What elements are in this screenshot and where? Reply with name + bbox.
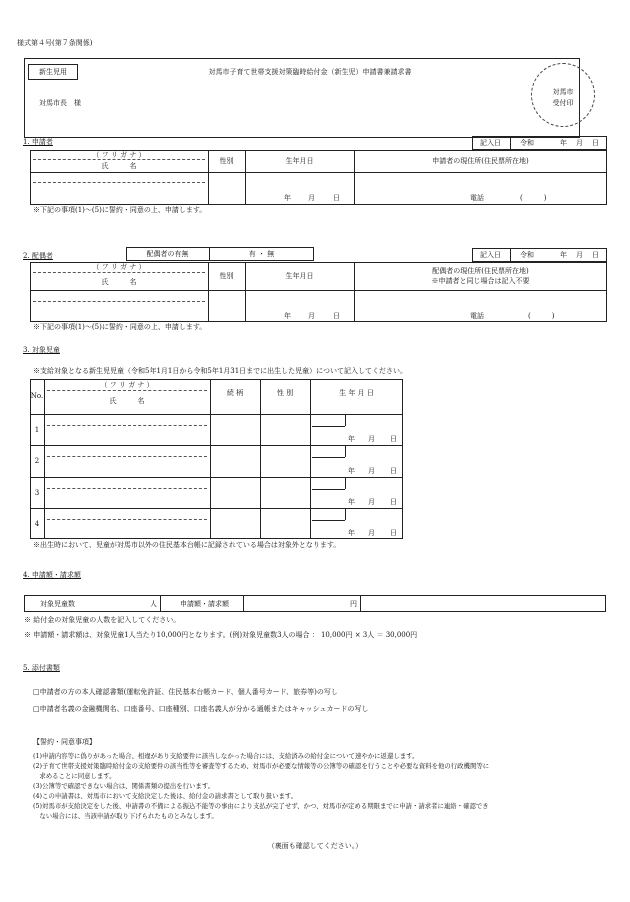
amount-note2: ※ 申請額・請求額は、対象児童1人当たり10,000円となります。(例)対象児童数3人の場合 ： 10,000円 × 3人 ＝ 30,000円 [24,631,418,639]
spouse-phone-label: 電話 [470,312,484,320]
stamp-line1: 対馬市 [552,88,574,96]
newborn-label: 新生児用 [39,68,67,76]
pledge-line4: (4)この申請書は、対馬市において支給決定した後は、給付金の請求書として取り扱います。 [33,792,298,800]
child-row-no: 1 [34,426,40,434]
spouse-phone-parens: ( ) [528,312,555,320]
child-birth-month: 月 [368,529,375,537]
pledge-line2b: 求めることに同意します。 [33,772,116,780]
applicant-birth-year: 年 [284,194,291,202]
child-birth-year: 年 [348,529,355,537]
spouse-furigana-header: （ フ リ ガ ナ ） [92,263,146,271]
children-col-gender: 性 別 [276,389,294,397]
addressee: 対馬市長 様 [39,99,81,107]
amount-amount-label: 申請額・請求額 [180,600,229,608]
children-col-name: 氏 名 [109,397,145,405]
child-row-no: 4 [34,520,40,528]
child-birth-day: 日 [390,467,397,475]
section-spouse: 2. 配偶者 [23,252,53,260]
spouse-entry-day: 日 [592,251,599,259]
entry-day: 日 [592,139,599,147]
child-birth-year: 年 [348,435,355,443]
spouse-entry-month: 月 [576,251,583,259]
amount-note1: ※ 給付金の対象児童の人数を記入してください。 [24,616,181,624]
child-birth-day: 日 [390,529,397,537]
applicant-birth-month: 月 [308,194,315,202]
pledge-line2a: (2)子育て世帯支援対策臨時給付金の支給要件の該当性等を審査等するため、対馬市が必要な情報等の公簿等の確認を行うことや必要な資料を他の行政機関等に [33,762,490,770]
child-birth-day: 日 [390,498,397,506]
applicant-birth-day: 日 [333,194,340,202]
attachment-item2: □申請者名義の金融機関名、口座番号、口座種別、口座名義人が分かる通帳またはキャッシュカードの写し [33,705,369,713]
applicant-phone-label: 電話 [470,194,484,202]
entry-month: 月 [576,139,583,147]
section-attachments: 5. 添付書類 [23,664,60,672]
section-amount: 4. 申請額・請求額 [23,571,81,579]
children-col-no: No. [30,392,44,400]
spouse-consent-note: ※下記の事項(1)～(5)に誓約・同意の上、申請します。 [33,323,207,331]
spouse-name-header: 氏 名 [101,278,137,286]
spouse-birth-month: 月 [308,312,315,320]
pledge-title: 【誓約・同意事項】 [33,738,96,746]
stamp-line2: 受付印 [552,99,574,107]
spouse-entry-date-label: 記入日 [480,251,501,259]
amount-table [24,595,606,612]
amount-count-unit: 人 [150,600,157,608]
spouse-birth-year: 年 [284,312,291,320]
spouse-has-value: 有 ・ 無 [248,250,275,258]
children-col-birth: 生 年 月 日 [339,389,374,397]
spouse-entry-era: 令和 [520,251,534,259]
pledge-line3: (3)公簿等で確認できない場合は、関係書類の提出を行います。 [33,782,215,790]
child-row-no: 3 [34,489,40,497]
applicant-phone-parens: ( ) [520,194,547,202]
section-children: 3. 対象児童 [23,346,60,354]
entry-date-label: 記入日 [480,139,501,147]
children-footnote: ※出生時において、児童が対馬市以外の住民基本台帳に記録されている場合は対象外となります。 [33,541,341,549]
applicant-birth-header: 生年月日 [285,157,314,165]
spouse-address-sub: ※申請者と同じ場合は記入不要 [431,277,530,285]
child-birth-year: 年 [348,498,355,506]
footer-note: （裏面も確認してください。） [267,842,363,850]
pledge-line5b: ない場合には、当該申請が取り下げられたものとみなします。 [33,812,218,820]
child-birth-month: 月 [368,498,375,506]
child-birth-year: 年 [348,467,355,475]
children-intro: ※支給対象となる新生児児童（令和5年1月1日から令和5年1月31日までに出生した児童）について記入してください。 [33,367,408,375]
child-row-no: 2 [34,457,40,465]
amount-count-label: 対象児童数 [40,600,75,608]
section-applicant: 1. 申請者 [23,138,53,146]
pledge-line5a: (5)対馬市が支給決定をした後、申請書の不備による振込不能等の事由により支払が完了せず、かつ、対馬市が定める期限までに申請・請求者に連絡・確認でき [33,802,489,810]
entry-era: 令和 [520,139,534,147]
child-birth-month: 月 [368,435,375,443]
child-birth-day: 日 [390,435,397,443]
amount-amount-unit: 円 [350,600,357,608]
spouse-address-header: 配偶者の現住所(住民票所在地) [432,267,529,275]
applicant-consent-note: ※下記の事項(1)～(5)に誓約・同意の上、申請します。 [33,206,207,214]
applicant-name-header: 氏 名 [101,162,137,170]
spouse-has-label: 配偶者の有無 [146,250,189,258]
applicant-furigana-header: （ フ リ ガ ナ ） [92,151,146,159]
entry-year: 年 [560,139,567,147]
children-col-relation: 続 柄 [226,389,244,397]
applicant-gender-header: 性別 [219,157,234,165]
spouse-birth-header: 生年月日 [285,272,314,280]
form-title: 対馬市子育て世帯支援対策臨時給付金（新生児）申請書兼請求書 [208,68,412,76]
applicant-address-header: 申請者の現住所(住民票所在地) [432,157,529,165]
spouse-birth-day: 日 [333,312,340,320]
newborn-label-box [28,64,78,80]
spouse-entry-year: 年 [560,251,567,259]
form-number: 様式第４号(第７条関係) [17,39,93,47]
spouse-gender-header: 性別 [219,272,234,280]
child-birth-month: 月 [368,467,375,475]
pledge-line1: (1)申請内容等に偽りがあった場合、相違があり支給要件に該当しなかった場合には、支給済みの給付金について速やかに返還します。 [33,752,419,760]
children-col-furigana: （ フ リ ガ ナ ） [100,381,154,389]
attachment-item1: □申請者の方の本人確認書類(運転免許証、住民基本台帳カード、個人番号カード、旅券等)の写し [33,688,338,696]
